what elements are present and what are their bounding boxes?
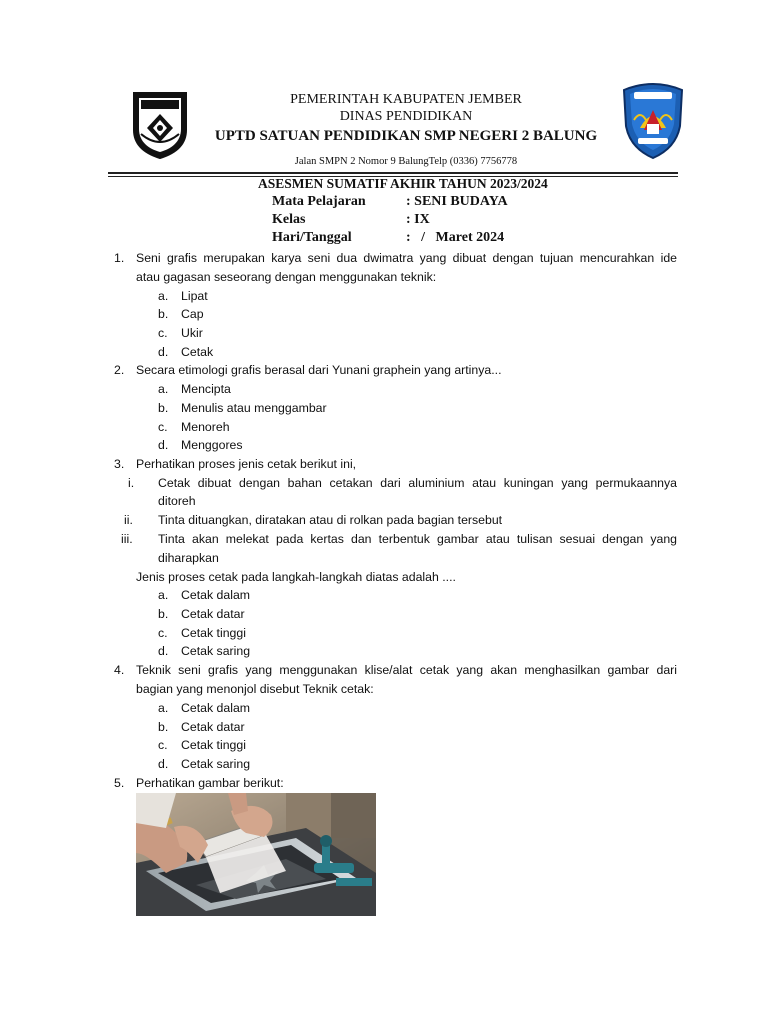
question-number: 1. xyxy=(114,251,125,265)
option-letter: b. xyxy=(158,720,169,734)
question-text-line: atau gagasan seseorang dengan menggunakan teknik: xyxy=(136,270,437,284)
header-school-name: UPTD SATUAN PENDIDIKAN SMP NEGERI 2 BALUNG xyxy=(214,128,598,144)
question-followup: Jenis proses cetak pada langkah-langkah diatas adalah .... xyxy=(136,570,456,584)
screen-printing-photo xyxy=(136,793,376,916)
question-text-line: Perhatikan gambar berikut: xyxy=(136,776,284,790)
option-text: Cetak datar xyxy=(181,720,245,734)
option-letter: c. xyxy=(158,420,168,434)
question-number: 2. xyxy=(114,363,125,377)
class-label: Kelas xyxy=(272,212,306,227)
option-text: Cetak saring xyxy=(181,757,251,771)
option-letter: b. xyxy=(158,307,169,321)
question-text-line: Teknik seni grafis yang menggunakan klise/alat cetak yang akan menghasilkan gambar dari xyxy=(136,663,677,677)
option-text: Cetak dalam xyxy=(181,588,251,602)
option-letter: b. xyxy=(158,401,169,415)
header-department-line: DINAS PENDIDIKAN xyxy=(339,109,473,124)
step-text-line: diharapkan xyxy=(158,551,219,565)
step-numeral: ii. xyxy=(124,513,133,527)
step-text-line: Tinta akan melekat pada kertas dan terbentuk gambar atau tulisan sesuai dengan yang xyxy=(158,532,677,546)
option-letter: a. xyxy=(158,701,169,715)
option-text: Cetak tinggi xyxy=(181,626,246,640)
option-text: Ukir xyxy=(181,326,203,340)
step-numeral: i. xyxy=(128,476,135,490)
question-text-line: bagian yang menonjol disebut Teknik cetak: xyxy=(136,682,374,696)
exam-title: ASESMEN SUMATIF AKHIR TAHUN 2023/2024 xyxy=(258,176,548,191)
header-government-line: PEMERINTAH KABUPATEN JEMBER xyxy=(290,92,522,107)
date-value: : / Maret 2024 xyxy=(406,230,505,245)
option-text: Cap xyxy=(181,307,204,321)
option-text: Menoreh xyxy=(181,420,230,434)
question-number: 4. xyxy=(114,663,125,677)
question-number: 3. xyxy=(114,457,125,471)
option-letter: d. xyxy=(158,345,169,359)
option-letter: a. xyxy=(158,588,169,602)
header-address: Jalan SMPN 2 Nomor 9 BalungTelp (0336) 7756778 xyxy=(294,156,518,167)
option-text: Mencipta xyxy=(181,382,231,396)
option-text: Cetak tinggi xyxy=(181,738,246,752)
option-letter: d. xyxy=(158,644,169,658)
step-numeral: iii. xyxy=(121,532,133,546)
date-label: Hari/Tanggal xyxy=(272,230,352,245)
option-text: Cetak dalam xyxy=(181,701,251,715)
question-text-line: Perhatikan proses jenis cetak berikut ini, xyxy=(136,457,357,471)
option-letter: a. xyxy=(158,382,169,396)
option-letter: d. xyxy=(158,438,169,452)
question-text-line: Seni grafis merupakan karya seni dua dwimatra yang dibuat dengan tujuan mencurahkan ide xyxy=(136,251,677,265)
option-text: Cetak saring xyxy=(181,644,251,658)
school-emblem-logo xyxy=(620,80,686,160)
subject-value: : SENI BUDAYA xyxy=(406,194,508,209)
question-text-line: Secara etimologi grafis berasal dari Yunani graphein yang artinya... xyxy=(136,363,502,377)
option-text: Cetak xyxy=(181,345,214,359)
option-text: Cetak datar xyxy=(181,607,245,621)
option-text: Menggores xyxy=(181,438,243,452)
option-letter: c. xyxy=(158,626,168,640)
subject-label: Mata Pelajaran xyxy=(272,194,366,209)
option-letter: b. xyxy=(158,607,169,621)
question-number: 5. xyxy=(114,776,125,790)
option-letter: a. xyxy=(158,289,169,303)
step-text-line: Tinta dituangkan, diratakan atau di rolkan pada bagian tersebut xyxy=(158,513,503,527)
step-text-line: ditoreh xyxy=(158,494,196,508)
option-text: Lipat xyxy=(181,289,208,303)
step-text-line: Cetak dibuat dengan bahan cetakan dari aluminium atau kuningan yang permukaannya xyxy=(158,476,677,490)
class-value: : IX xyxy=(406,212,430,227)
header-divider-thick xyxy=(108,172,678,174)
jember-emblem-logo xyxy=(131,90,189,160)
option-letter: c. xyxy=(158,738,168,752)
option-letter: c. xyxy=(158,326,168,340)
option-text: Menulis atau menggambar xyxy=(181,401,327,415)
option-letter: d. xyxy=(158,757,169,771)
